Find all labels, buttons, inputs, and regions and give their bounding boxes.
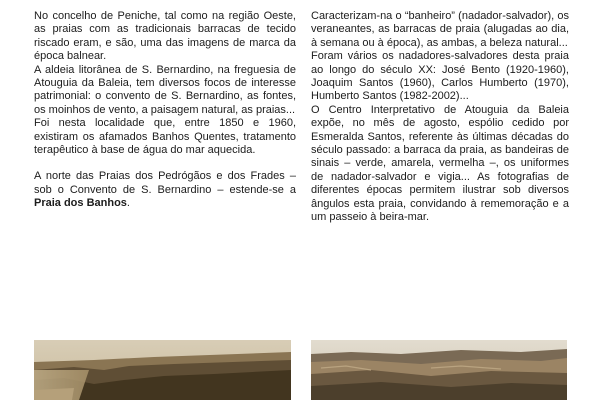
beach-photo-left [34, 340, 291, 400]
paragraph-s-bernardino: A aldeia litorânea de S. Bernardino, na freguesia de Atouguia da Baleia, tem diversos focos de interesse patrimonial: o convento de S. Bernardino, as fontes, os moinhos de vento, a paisagem natural, as praias... [34, 63, 296, 116]
right-column [311, 10, 569, 225]
paragraph-interpretive-center: O Centro Interpretativo de Atouguia da Baleia expõe, no mês de agosto, espólio cedido por Esmeralda Santos, referente às últimas décadas do século passado: a barraca da praia, as bandeiras de sinais – verde, amarela, vermelha –, os uniformes de nadador-salvador e vigia... As fotografias de diferentes épocas permitem ilustrar sob diversos ângulos esta praia, convidando à rememoração e a um passeio à beira-mar. [311, 103, 569, 224]
beach-name-bold: Praia dos Banhos [34, 197, 127, 210]
paragraph-intro: No concelho de Peniche, tal como na região Oeste, as praias com as tradicionais barracas de tecido riscado eram, e são, uma das imagens de marca da época balnear. [34, 10, 296, 63]
paragraph-gap [34, 157, 296, 170]
paragraph-text: A norte das Praias dos Pedrógãos e dos Frades – sob o Convento de S. Bernardino – estende-se a [34, 170, 296, 196]
paragraph-lifeguards: Foram vários os nadadores-salvadores desta praia ao longo do século XX: José Bento (1920-1960), Joaquim Santos (1960), Carlos Humberto (1970), Humberto Santos (1982-2002)... [311, 50, 569, 103]
beach-photo-right [311, 340, 567, 400]
paragraph-praia-dos-banhos [34, 170, 296, 210]
paragraph-characterization: Caracterizam-na o “banheiro” (nadador-salvador), os veraneantes, as barracas de praia (alugadas ao dia, à semana ou à época), as ambas, a beleza natural... [311, 10, 569, 49]
paragraph-banhos-quentes: Foi nesta localidade que, entre 1850 e 1960, existiram os afamados Banhos Quentes, tratamento terapêutico à base de água do mar aquecida. [34, 117, 296, 157]
left-column [34, 10, 296, 211]
coastal-landscape-image [34, 340, 291, 400]
cliff-landscape-image [311, 340, 567, 400]
paragraph-end: . [126, 197, 130, 210]
